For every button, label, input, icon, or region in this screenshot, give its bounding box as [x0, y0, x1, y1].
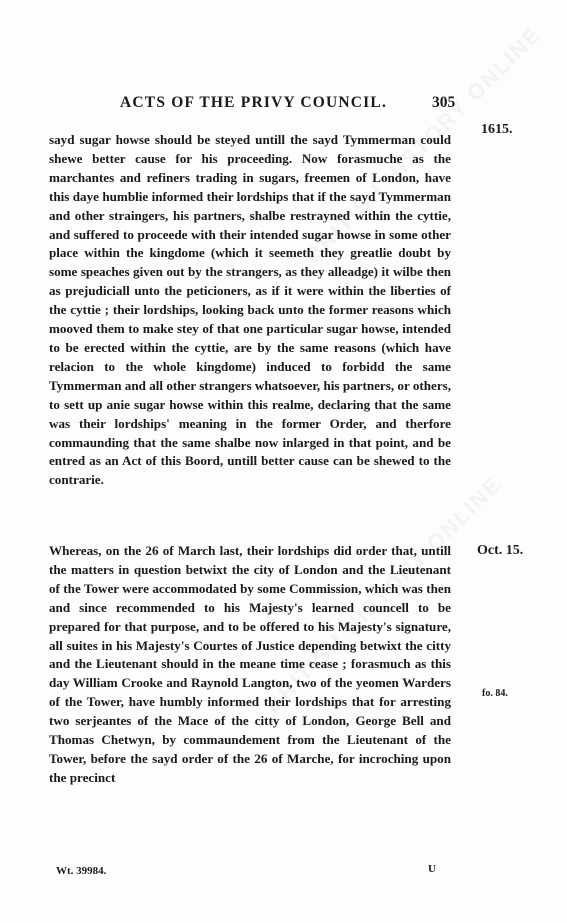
running-title: ACTS OF THE PRIVY COUNCIL. [120, 94, 388, 111]
paragraph-2: Whereas, on the 26 of March last, their lordships did order that, untill the matters in question betwixt the city of London and the Lieutenant of the Tower were accommodated by some Commission, which was then and since recommended to his Majesty's learned councell to be prepared for that purpose, and to be offered to his Majesty's signature, all suites in his Majesty's Courtes of Justice depending betwixt the citty and the Lieutenant should in the meane time cease ; forasmuch as this day William Crooke and Raynold Langton, two of the yeomen Warders of the Tower, have humbly informed their lordships that for arresting two serjeantes of the Mace of the citty of London, George Bell and Thomas Chetwyn, by commaundement from the Lieutenant of the Tower, before the sayd order of the 26 of Marche, for incroching upon the precinct [49, 543, 451, 785]
paragraph-1: sayd sugar howse should be steyed untill the sayd Tymmerman could shewe better cause for his proceeding. Now forasmuche as the marchantes and refiners trading in sugars, freemen of London, have this daye humblie informed their lordships that if the sayd Tymmerman and other straingers, his partners, shalbe restrayned within the cyttie, and suffered to proceede with their intended sugar howse in some other place within the kingdome (which it seemeth they greatlie doubt by some speaches given out by the strangers, as they alleadge) it wilbe then as prejudiciall unto the peticioners, as if it were within the liberties of the cyttie ; their lordships, looking back unto the former reasons which mooved them to make stey of that one particular sugar howse, intended to be erected within the cyttie, are by the same reasons (which have relacion to the whole kingdome) induced to forbidd the same Tymmerman and all other strangers whatsoever, his partners, or others, to sett up anie sugar howse within this realme, declaring that the same was their lordships' meaning in the former Order, and therfore commaunding that the same shalbe now inlarged in that point, and be entred as an Act of this Boord, untill better cause can be shewed to the contrarie. [49, 132, 451, 488]
margin-folio: fo. 84. [482, 688, 508, 699]
margin-date: Oct. 15. [477, 543, 524, 558]
page-number: 305 [432, 94, 456, 111]
printer-signature: Wt. 39984. [56, 865, 107, 877]
signature-mark: U [428, 863, 436, 875]
margin-year: 1615. [481, 122, 513, 137]
